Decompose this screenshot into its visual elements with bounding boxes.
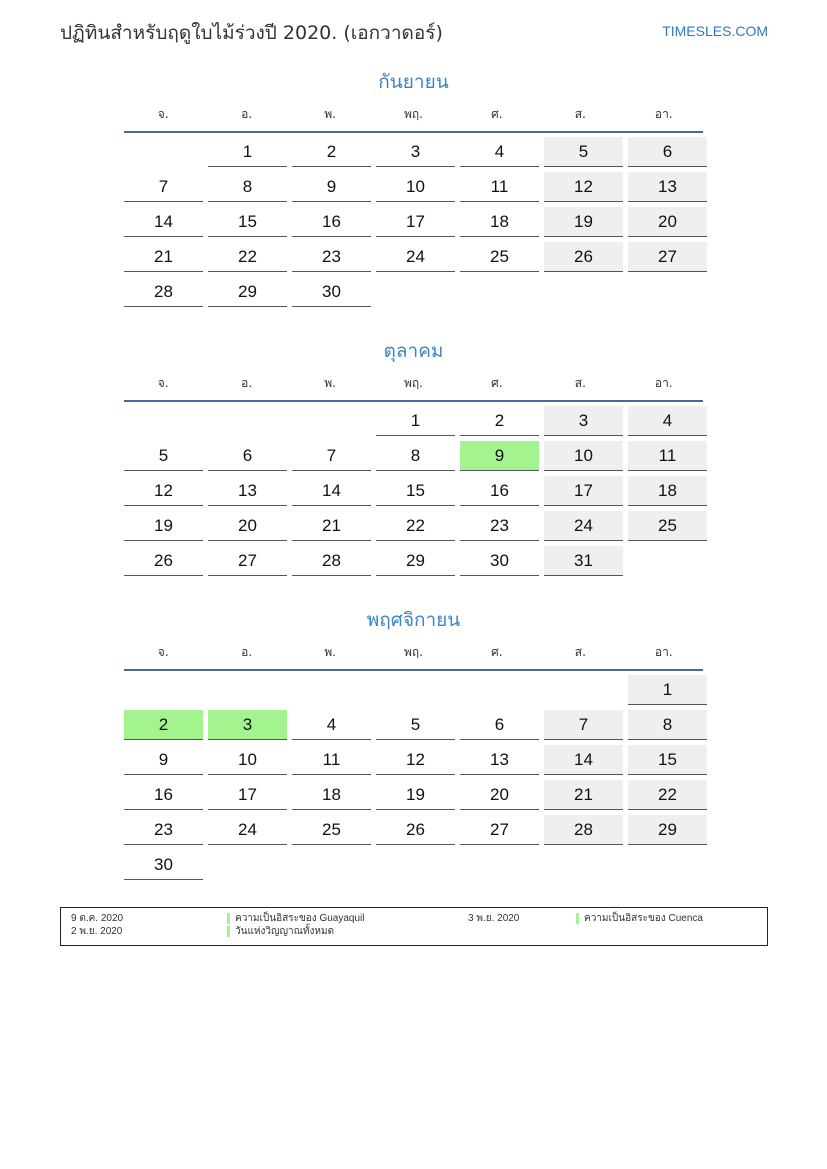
day-cell[interactable]: 2 bbox=[124, 710, 203, 740]
day-cell[interactable]: 29 bbox=[376, 546, 455, 576]
day-cell[interactable]: 9 bbox=[292, 172, 371, 202]
day-cell[interactable]: 18 bbox=[292, 780, 371, 810]
day-cell[interactable]: 4 bbox=[460, 137, 539, 167]
day-cell[interactable]: 19 bbox=[376, 780, 455, 810]
day-cell[interactable]: 5 bbox=[376, 710, 455, 740]
day-cell[interactable]: 30 bbox=[124, 850, 203, 880]
day-cell[interactable]: 13 bbox=[208, 476, 287, 506]
empty-day-cell bbox=[628, 850, 707, 880]
empty-day-cell bbox=[376, 277, 455, 307]
weekday-header bbox=[124, 641, 703, 671]
weekday-label: ศ. bbox=[491, 645, 503, 659]
empty-day-cell bbox=[208, 850, 287, 880]
day-cell[interactable]: 6 bbox=[460, 710, 539, 740]
day-cell[interactable]: 14 bbox=[292, 476, 371, 506]
day-cell[interactable]: 25 bbox=[460, 242, 539, 272]
day-cell[interactable]: 23 bbox=[292, 242, 371, 272]
day-cell[interactable]: 23 bbox=[124, 815, 203, 845]
day-cell[interactable]: 5 bbox=[544, 137, 623, 167]
day-cell[interactable]: 21 bbox=[124, 242, 203, 272]
day-cell[interactable]: 1 bbox=[376, 406, 455, 436]
empty-day-cell bbox=[544, 850, 623, 880]
holiday-legend bbox=[60, 907, 768, 946]
day-cell[interactable]: 10 bbox=[376, 172, 455, 202]
day-cell[interactable]: 3 bbox=[208, 710, 287, 740]
weekday-label: จ. bbox=[157, 376, 169, 390]
day-cell[interactable]: 25 bbox=[292, 815, 371, 845]
empty-day-cell bbox=[208, 406, 287, 436]
month-september bbox=[124, 68, 703, 307]
empty-day-cell bbox=[208, 675, 287, 705]
weekday-label: อา. bbox=[654, 107, 673, 121]
empty-day-cell bbox=[124, 137, 203, 167]
day-grid bbox=[124, 406, 703, 576]
day-cell[interactable]: 12 bbox=[124, 476, 203, 506]
day-cell[interactable]: 16 bbox=[124, 780, 203, 810]
weekday-label: อ. bbox=[241, 376, 253, 390]
day-cell[interactable]: 3 bbox=[376, 137, 455, 167]
legend-date: 2 พ.ย. 2020 bbox=[71, 926, 123, 937]
day-cell[interactable]: 9 bbox=[460, 441, 539, 471]
day-cell[interactable]: 28 bbox=[544, 815, 623, 845]
day-cell[interactable]: 13 bbox=[460, 745, 539, 775]
day-cell[interactable]: 22 bbox=[376, 511, 455, 541]
day-cell[interactable]: 20 bbox=[628, 207, 707, 237]
site-brand-link[interactable]: TIMESLES.COM bbox=[662, 23, 768, 39]
day-cell[interactable]: 7 bbox=[292, 441, 371, 471]
weekday-label: พ. bbox=[324, 645, 336, 659]
day-cell[interactable]: 11 bbox=[460, 172, 539, 202]
day-cell[interactable]: 28 bbox=[124, 277, 203, 307]
weekday-label: อา. bbox=[654, 376, 673, 390]
day-cell[interactable]: 14 bbox=[124, 207, 203, 237]
day-cell[interactable]: 12 bbox=[376, 745, 455, 775]
holiday-color-marker bbox=[227, 913, 230, 924]
weekday-header bbox=[124, 103, 703, 133]
day-cell[interactable]: 14 bbox=[544, 745, 623, 775]
day-cell[interactable]: 5 bbox=[124, 441, 203, 471]
day-cell[interactable]: 11 bbox=[292, 745, 371, 775]
weekday-label: ส. bbox=[574, 376, 586, 390]
day-cell[interactable]: 17 bbox=[376, 207, 455, 237]
day-cell[interactable]: 21 bbox=[292, 511, 371, 541]
empty-day-cell bbox=[460, 850, 539, 880]
weekday-label: ศ. bbox=[491, 107, 503, 121]
legend-date: 3 พ.ย. 2020 bbox=[468, 913, 520, 924]
day-cell[interactable]: 11 bbox=[628, 441, 707, 471]
day-cell[interactable]: 30 bbox=[292, 277, 371, 307]
day-cell[interactable]: 20 bbox=[460, 780, 539, 810]
empty-day-cell bbox=[292, 406, 371, 436]
day-cell[interactable]: 15 bbox=[376, 476, 455, 506]
day-cell[interactable]: 20 bbox=[208, 511, 287, 541]
day-cell[interactable]: 18 bbox=[460, 207, 539, 237]
legend-holiday-name: วันแห่งวิญญาณทั้งหมด bbox=[235, 926, 335, 937]
weekday-label: อ. bbox=[241, 107, 253, 121]
day-cell[interactable]: 15 bbox=[208, 207, 287, 237]
day-cell[interactable]: 19 bbox=[544, 207, 623, 237]
empty-day-cell bbox=[544, 675, 623, 705]
day-cell[interactable]: 6 bbox=[208, 441, 287, 471]
day-cell[interactable]: 2 bbox=[460, 406, 539, 436]
day-cell[interactable]: 29 bbox=[628, 815, 707, 845]
day-cell[interactable]: 16 bbox=[460, 476, 539, 506]
day-cell[interactable]: 26 bbox=[124, 546, 203, 576]
day-cell[interactable]: 19 bbox=[124, 511, 203, 541]
day-cell[interactable]: 28 bbox=[292, 546, 371, 576]
weekday-label: จ. bbox=[157, 107, 169, 121]
day-cell[interactable]: 16 bbox=[292, 207, 371, 237]
month-title: พฤศจิกายน bbox=[366, 609, 461, 631]
page-title: ปฏิทินสำหรับฤดูใบไม้ร่วงปี 2020. (เอกวาดอร์) bbox=[60, 22, 443, 44]
empty-day-cell bbox=[292, 850, 371, 880]
empty-day-cell bbox=[124, 406, 203, 436]
holiday-color-marker bbox=[227, 926, 230, 937]
holiday-color-marker bbox=[576, 913, 579, 924]
day-cell[interactable]: 30 bbox=[460, 546, 539, 576]
empty-day-cell bbox=[124, 675, 203, 705]
month-title: กันยายน bbox=[378, 71, 449, 93]
day-cell[interactable]: 27 bbox=[460, 815, 539, 845]
day-grid bbox=[124, 137, 703, 307]
day-cell[interactable]: 21 bbox=[544, 780, 623, 810]
legend-date: 9 ต.ค. 2020 bbox=[71, 913, 124, 924]
day-cell[interactable]: 27 bbox=[208, 546, 287, 576]
empty-day-cell bbox=[376, 850, 455, 880]
empty-day-cell bbox=[628, 546, 707, 576]
day-cell[interactable]: 10 bbox=[208, 745, 287, 775]
day-cell[interactable]: 17 bbox=[544, 476, 623, 506]
day-cell[interactable]: 24 bbox=[376, 242, 455, 272]
day-cell[interactable]: 22 bbox=[628, 780, 707, 810]
weekday-label: พ. bbox=[324, 107, 336, 121]
weekday-label: จ. bbox=[157, 645, 169, 659]
day-cell[interactable]: 13 bbox=[628, 172, 707, 202]
weekday-label: อา. bbox=[654, 645, 673, 659]
day-cell[interactable]: 10 bbox=[544, 441, 623, 471]
empty-day-cell bbox=[628, 277, 707, 307]
day-cell[interactable]: 24 bbox=[544, 511, 623, 541]
weekday-label: ศ. bbox=[491, 376, 503, 390]
month-october bbox=[124, 337, 703, 576]
day-cell[interactable]: 17 bbox=[208, 780, 287, 810]
day-cell[interactable]: 2 bbox=[292, 137, 371, 167]
day-cell[interactable]: 27 bbox=[628, 242, 707, 272]
legend-holiday-name: ความเป็นอิสระของ Guayaquil bbox=[235, 913, 365, 924]
day-cell[interactable]: 7 bbox=[124, 172, 203, 202]
day-cell[interactable]: 22 bbox=[208, 242, 287, 272]
day-cell[interactable]: 31 bbox=[544, 546, 623, 576]
day-cell[interactable]: 25 bbox=[628, 511, 707, 541]
weekday-label: ส. bbox=[574, 107, 586, 121]
weekday-label: อ. bbox=[241, 645, 253, 659]
day-cell[interactable]: 4 bbox=[628, 406, 707, 436]
weekday-label: ส. bbox=[574, 645, 586, 659]
empty-day-cell bbox=[376, 675, 455, 705]
day-cell[interactable]: 1 bbox=[208, 137, 287, 167]
day-cell[interactable]: 18 bbox=[628, 476, 707, 506]
empty-day-cell bbox=[460, 675, 539, 705]
month-title: ตุลาคม bbox=[383, 340, 444, 362]
weekday-label: พฤ. bbox=[403, 645, 423, 659]
day-cell[interactable]: 1 bbox=[628, 675, 707, 705]
empty-day-cell bbox=[292, 675, 371, 705]
day-cell[interactable]: 15 bbox=[628, 745, 707, 775]
day-cell[interactable]: 24 bbox=[208, 815, 287, 845]
weekday-header bbox=[124, 372, 703, 402]
empty-day-cell bbox=[460, 277, 539, 307]
day-cell[interactable]: 6 bbox=[628, 137, 707, 167]
day-grid bbox=[124, 675, 703, 880]
day-cell[interactable]: 3 bbox=[544, 406, 623, 436]
day-cell[interactable]: 29 bbox=[208, 277, 287, 307]
day-cell[interactable]: 12 bbox=[544, 172, 623, 202]
day-cell[interactable]: 9 bbox=[124, 745, 203, 775]
day-cell[interactable]: 8 bbox=[628, 710, 707, 740]
month-november bbox=[124, 606, 703, 880]
day-cell[interactable]: 23 bbox=[460, 511, 539, 541]
weekday-label: พฤ. bbox=[403, 376, 423, 390]
legend-holiday-name: ความเป็นอิสระของ Cuenca bbox=[584, 913, 703, 924]
weekday-label: พ. bbox=[324, 376, 336, 390]
day-cell[interactable]: 7 bbox=[544, 710, 623, 740]
day-cell[interactable]: 8 bbox=[208, 172, 287, 202]
day-cell[interactable]: 26 bbox=[376, 815, 455, 845]
empty-day-cell bbox=[544, 277, 623, 307]
day-cell[interactable]: 4 bbox=[292, 710, 371, 740]
day-cell[interactable]: 26 bbox=[544, 242, 623, 272]
day-cell[interactable]: 8 bbox=[376, 441, 455, 471]
weekday-label: พฤ. bbox=[403, 107, 423, 121]
